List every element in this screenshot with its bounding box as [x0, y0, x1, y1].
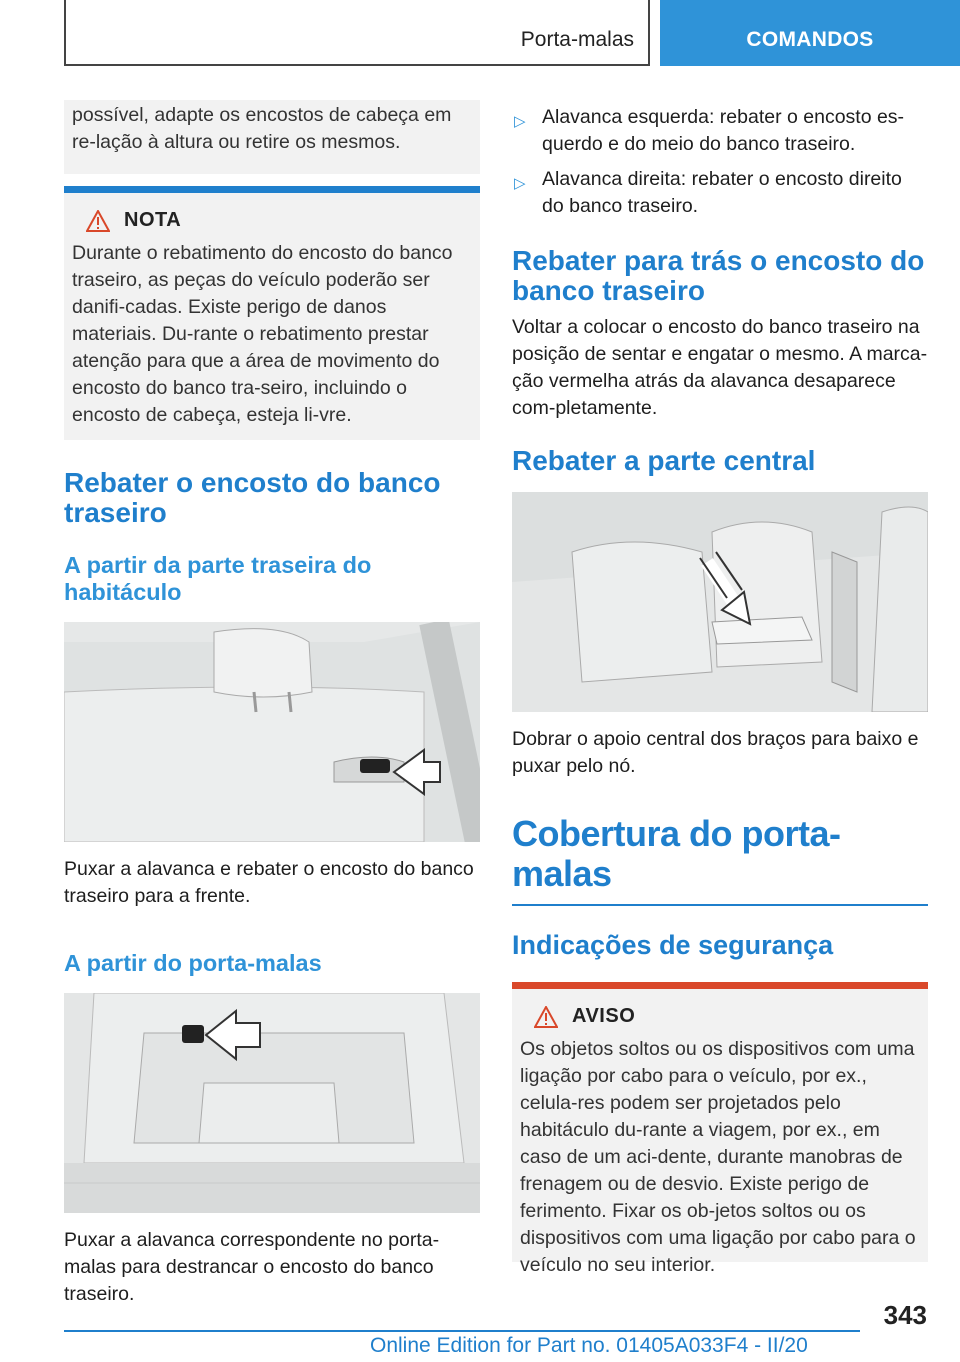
header-chapter-tab [660, 0, 960, 66]
warning-triangle-icon [86, 210, 110, 232]
note-continued-box [64, 100, 480, 174]
heading-fold-back: Rebater para trás o encosto do banco traseiro [512, 245, 925, 306]
right-column [512, 100, 928, 1276]
text-fold-back: Voltar a colocar o encosto do banco traseiro na posição de sentar e engatar o mesmo. A marca-ção vermelha atrás da alavanca desaparece com-pletamente. [512, 316, 928, 419]
header-section-tab [64, 0, 650, 66]
lever-steps-list [512, 104, 928, 220]
triangle-bullet-icon: ▷ [514, 113, 526, 130]
subheading-from-cabin: A partir da parte traseira do habitáculo [64, 552, 372, 605]
header-section-title: Porta-malas [520, 28, 634, 51]
caption-center: Dobrar o apoio central dos braços para baixo e puxar pelo nó. [512, 728, 919, 777]
note-text: Durante o rebatimento do encosto do banco traseiro, as peças do veículo poderão ser danifi-cadas. Existe perigo de danos materiais. Du-rante o rebatimento prestar atenção para que a área de movimento do encosto do banco tra-seiro, incluindo o encosto de cabeça, esteja li-vre. [72, 242, 453, 426]
left-column [64, 100, 480, 1308]
chapter-title-trunk-cover: Cobertura do porta-malas [512, 814, 928, 906]
warning-text: Os objetos soltos ou os dispositivos com uma ligação por cabo para o veículo, por ex., celula-res podem ser projetados pelo habitáculo du-rante a viagem, por ex., em caso de um aci-dente, durante manobras de frenagem ou de desvio. Existe perigo de ferimento. Fixar os ob-jetos soltos ou os dispositivos com uma ligação por cabo para o veículo no seu interior. [520, 1038, 916, 1276]
heading-center-section: Rebater a parte central [512, 445, 816, 476]
footer-rule [64, 1330, 860, 1332]
seat-lever-illustration [64, 622, 480, 842]
page-number: 343 [883, 1300, 927, 1330]
heading-fold-backrest: Rebater o encosto do banco traseiro [64, 467, 441, 528]
note-title-text: NOTA [124, 209, 182, 231]
trunk-lever-illustration [64, 993, 480, 1213]
caption-trunk: Puxar a alavanca correspondente no porta-malas para destrancar o encosto do banco traseiro. [64, 1229, 440, 1305]
warning-box [512, 982, 928, 1276]
caption-cabin: Puxar a alavanca e rebater o encosto do banco traseiro para a frente. [64, 858, 474, 907]
note-box [64, 186, 480, 440]
warning-title-text: AVISO [572, 1005, 636, 1027]
subheading-from-trunk: A partir do porta-malas [64, 950, 322, 976]
note-title [86, 207, 470, 234]
warning-title [534, 1003, 918, 1030]
warning-triangle-icon [534, 1006, 558, 1028]
heading-safety: Indicações de segurança [512, 930, 834, 960]
triangle-bullet-icon: ▷ [514, 175, 526, 192]
footer-edition: Online Edition for Part no. 01405A033F4 - II/20 [370, 1334, 808, 1357]
header-chapter-title: COMANDOS [746, 28, 874, 51]
note-continued-text: possível, adapte os encostos de cabeça em re-lação à altura ou retire os mesmos. [72, 104, 452, 153]
list-item: ▷ Alavanca esquerda: rebater o encosto es-querdo e do meio do banco traseiro. [514, 106, 905, 155]
center-armrest-illustration [512, 492, 928, 712]
list-item: ▷ Alavanca direita: rebater o encosto direito do banco traseiro. [514, 168, 902, 217]
